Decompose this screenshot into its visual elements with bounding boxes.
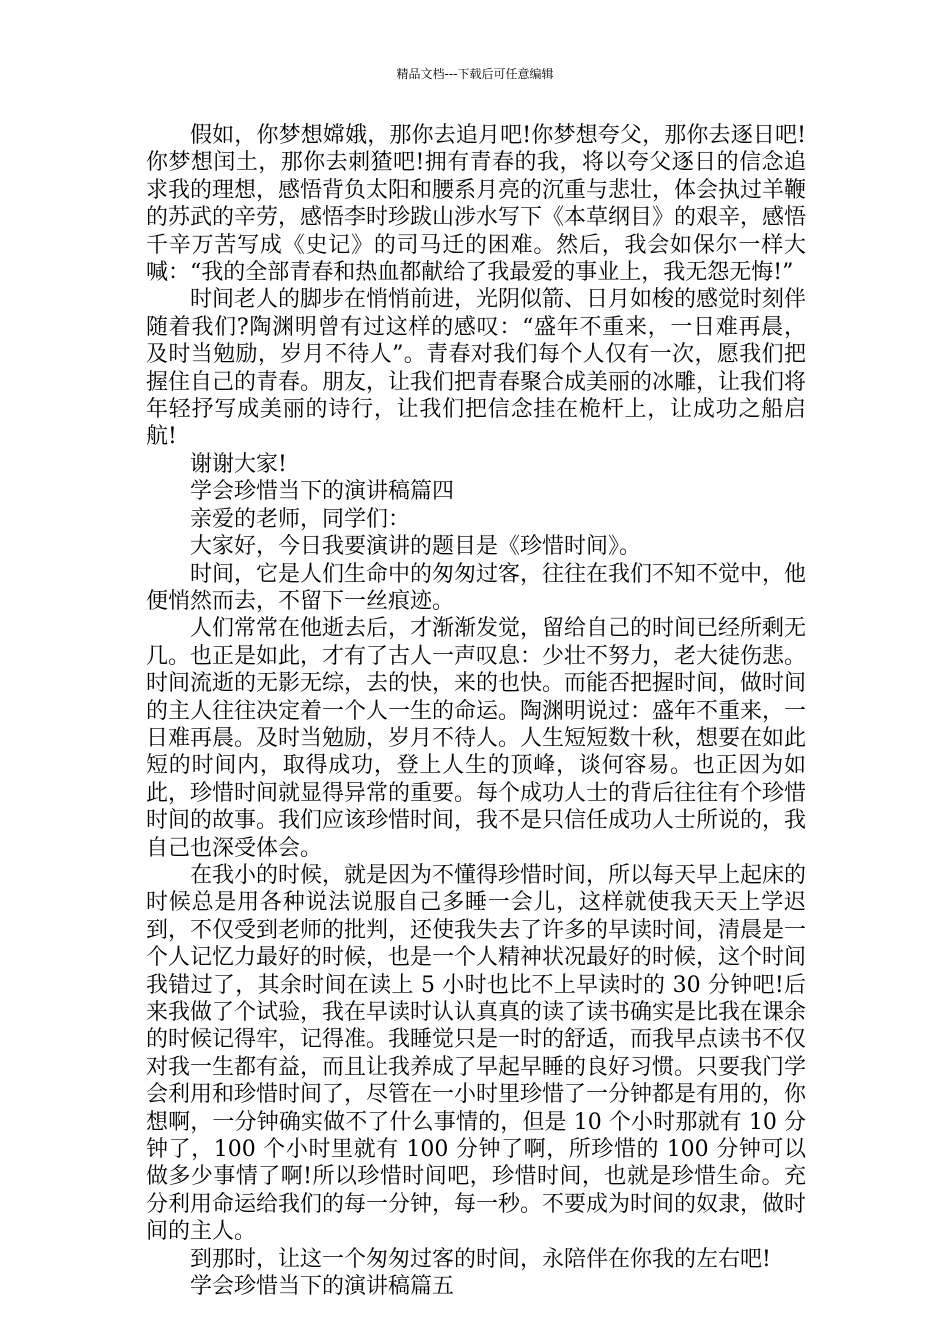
paragraph-closing: 到那时，让这一个匆匆过客的时间，永陪伴在你我的左右吧! [190, 1246, 771, 1272]
paragraph-thanks: 谢谢大家! [190, 451, 287, 477]
page-header: 精品文档---下载后可任意编辑 [396, 67, 554, 81]
paragraph-greeting: 亲爱的老师，同学们： [190, 506, 411, 532]
section-title-four: 学会珍惜当下的演讲稿篇四 [190, 479, 455, 505]
paragraph-topic: 大家好，今日我要演讲的题目是《珍惜时间》。 [190, 534, 642, 560]
paragraph-time-elder: 时间老人的脚步在悄悄前进，光阴似箭、日月如梭的感觉时刻伴随着我们?陶渊明曾有过这样的感叹：“盛年不重来，一日难再晨，及时当勉励，岁月不待人”。青春对我们每个人仅有一次，愿我们把握住自己的青春。朋友，让我们把青春聚合成美丽的冰雕，让我们将年轻抒写成美丽的诗行，让我们把信念挂在桅杆上，让成功之船启航! [146, 287, 807, 450]
paragraph-dream: 假如，你梦想嫦娥，那你去追月吧!你梦想夸父，那你去逐日吧!你梦想闰土，那你去刺猹吧!拥有青春的我，将以夸父逐日的信念追求我的理想，感悟背负太阳和腰系月亮的沉重与悲壮，体会执过羊鞭的苏武的辛劳，感悟李时珍跋山涉水写下《本草纲目》的艰辛，感悟千辛万苦写成《史记》的司马迁的困难。然后，我会如保尔一样大喊：“我的全部青春和热血都献给了我最爱的事业上，我无怨无悔!” [146, 123, 807, 286]
document-body [146, 122, 806, 1300]
paragraph-realize: 人们常常在他逝去后，才渐渐发觉，留给自己的时间已经所剩无几。也正是如此，才有了古人一声叹息：少壮不努力，老大徒伤悲。时间流逝的无影无综，去的快，来的也快。而能否把握时间，做时间的主人往往决定着一个人一生的命运。陶渊明说过：盛年不重来，一日难再晨。及时当勉励，岁月不待人。人生短短数十秋，想要在如此短的时间内，取得成功，登上人生的顶峰，谈何容易。也正因为如此，珍惜时间就显得异常的重要。每个成功人士的背后往往有个珍惜时间的故事。我们应该珍惜时间，我不是只信任成功人士所说的，我自己也深受体会。 [146, 616, 807, 861]
paragraph-time-passerby: 时间，它是人们生命中的匆匆过客，往往在我们不知不觉中，他便悄然而去，不留下一丝痕迹。 [146, 561, 807, 614]
section-title-five: 学会珍惜当下的演讲稿篇五 [190, 1274, 455, 1300]
paragraph-childhood: 在我小的时候，就是因为不懂得珍惜时间，所以每天早上起床的时候总是用各种说法说服自己多睡一会儿，这样就使我天天上学迟到，不仅受到老师的批判，还使我失去了许多的早读时间，清晨是一个人记忆力最好的时候，也是一个人精神状况最好的时候，这个时间我错过了，其余时间在读上 5 小时也比不上早读时的 30 分钟吧!后来我做了个试验，我在早读时认认真真的读了读书确实是比我在课余的时候记得牢，记得准。我睡觉只是一时的舒适，而我早点读书不仅对我一生都有益，而且让我养成了早起早睡的良好习惯。只要我门学会利用和珍惜时间了，尽管在一小时里珍惜了一分钟都是有用的，你想啊，一分钟确实做不了什么事情的，但是 10 个小时那就有 10 分钟了，100 个小时里就有 100 分钟了啊，所珍惜的 100 分钟可以做多少事情了啊!所以珍惜时间吧，珍惜时间，也就是珍惜生命。充分利用命运给我们的每一分钟，每一秒。不要成为时间的奴隶，做时间的主人。 [146, 862, 807, 1245]
